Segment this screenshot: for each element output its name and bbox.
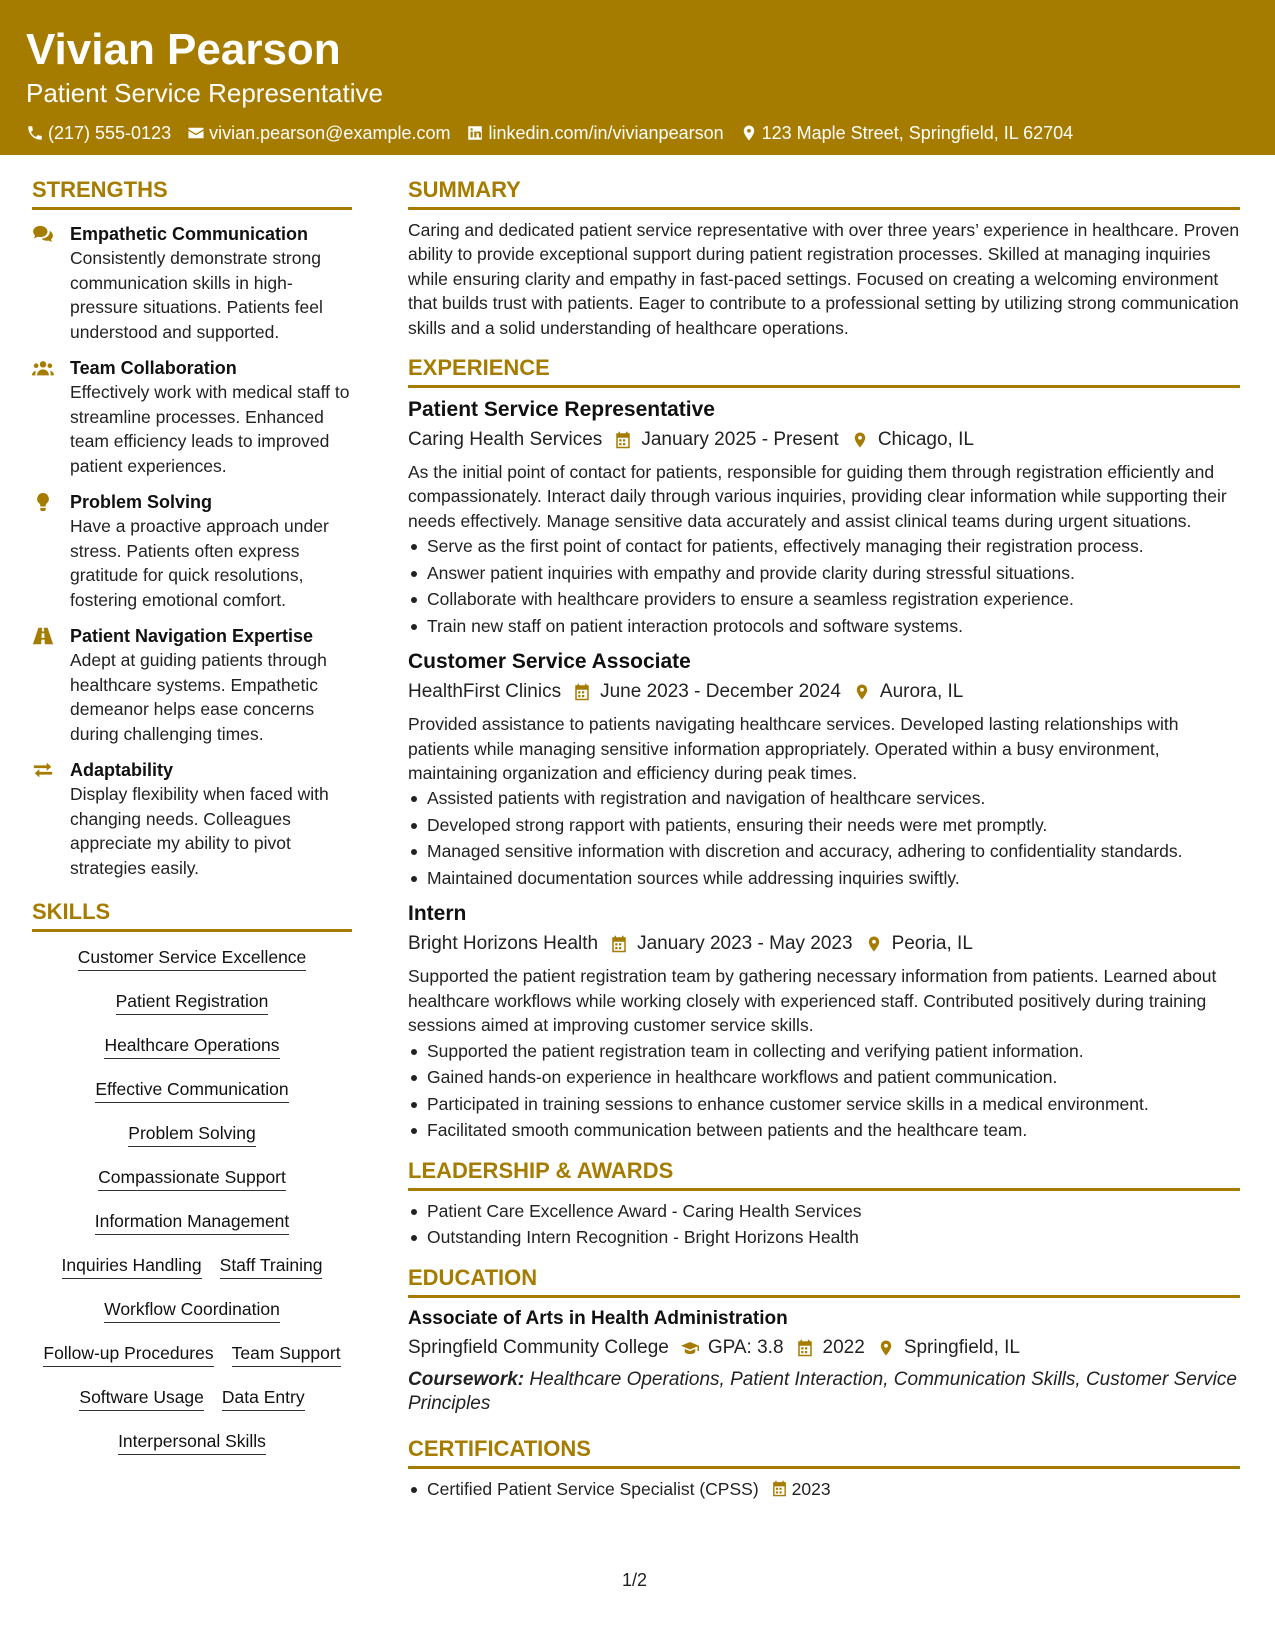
strength-title: Patient Navigation Expertise bbox=[70, 626, 314, 646]
contact-address bbox=[740, 122, 1074, 144]
strength-desc: Effectively work with medical staff to streamline processes. Enhanced team efficiency leads to improved patient experiences. bbox=[70, 382, 350, 476]
contact-bar bbox=[26, 122, 1249, 144]
summary-text: Caring and dedicated patient service representative with over three years’ experience in healthcare. Proven ability to provide exceptional support during patient registration processes. Skilled at managing inquiries while ensuring clarity and empathy in fast-paced settings. Focused on creating a welcoming environment that builds trust with patients. Eager to contribute to a professional setting by utilizing strong communication skills and a solid understanding of healthcare operations. bbox=[408, 220, 1240, 338]
skill-tag: Staff Training bbox=[220, 1254, 323, 1279]
strength-title: Team Collaboration bbox=[70, 358, 237, 378]
graduation-year: 2022 bbox=[822, 1336, 865, 1358]
job-bullets bbox=[408, 534, 1240, 638]
skill-tag: Workflow Coordination bbox=[104, 1298, 280, 1323]
job-meta bbox=[408, 426, 1240, 454]
strength-desc: Consistently demonstrate strong communication skills in high-pressure situations. Patients feel understood and supported. bbox=[70, 248, 323, 342]
skill-tag: Patient Registration bbox=[116, 990, 269, 1015]
job-entry bbox=[408, 396, 1240, 638]
job-meta bbox=[408, 678, 1240, 706]
degree-title: Associate of Arts in Health Administration bbox=[408, 1307, 788, 1329]
job-bullets bbox=[408, 1039, 1240, 1143]
list-item: Answer patient inquiries with empathy and provide clarity during stressful situations. bbox=[408, 561, 1240, 586]
skill-tag: Healthcare Operations bbox=[104, 1034, 279, 1059]
list-item: Collaborate with healthcare providers to ensure a seamless registration experience. bbox=[408, 587, 1240, 612]
strength-desc: Adept at guiding patients through healthcare systems. Empathetic demeanor helps ease concerns during challenging times. bbox=[70, 650, 327, 744]
certifications-heading: CERTIFICATIONS bbox=[408, 1435, 1240, 1469]
exchange-icon bbox=[32, 761, 54, 779]
strength-item bbox=[32, 758, 352, 880]
job-title: Intern bbox=[408, 902, 467, 926]
list-item bbox=[408, 1477, 1240, 1502]
job-company: Bright Horizons Health bbox=[408, 933, 599, 955]
strength-title: Problem Solving bbox=[70, 492, 213, 512]
skill-tag: Problem Solving bbox=[128, 1122, 255, 1147]
skill-tag: Software Usage bbox=[79, 1386, 204, 1411]
cert-year: 2023 bbox=[791, 1478, 831, 1499]
job-entry bbox=[408, 900, 1240, 1142]
calendar-icon bbox=[796, 1339, 814, 1357]
candidate-name: Vivian Pearson bbox=[26, 25, 341, 74]
resume-header bbox=[0, 0, 1275, 155]
list-item: Developed strong rapport with patients, ensuring their needs were met promptly. bbox=[408, 813, 1240, 838]
strength-title: Adaptability bbox=[70, 760, 174, 780]
job-description: As the initial point of contact for patients, responsible for guiding them through registration efficiently and compassionately. Interact daily through various inquiries, providing clear information while supporting their needs effectively. Manage sensitive data accurately and assist clinical teams during urgent situations. bbox=[408, 462, 1227, 531]
job-location: Chicago, IL bbox=[877, 429, 974, 451]
list-item: Facilitated smooth communication between patients and the healthcare team. bbox=[408, 1118, 1240, 1143]
job-dates: June 2023 - December 2024 bbox=[600, 681, 841, 703]
job-dates: January 2023 - May 2023 bbox=[637, 933, 853, 955]
address-text: 123 Maple Street, Springfield, IL 62704 bbox=[761, 123, 1074, 143]
contact-linkedin[interactable] bbox=[466, 122, 723, 144]
list-item: Outstanding Intern Recognition - Bright Horizons Health bbox=[408, 1225, 1240, 1250]
map-marker-icon bbox=[853, 683, 871, 701]
map-marker-icon bbox=[877, 1339, 895, 1357]
strengths-heading: STRENGTHS bbox=[32, 176, 352, 210]
coursework-label: Coursework: bbox=[408, 1368, 525, 1390]
cert-name: Certified Patient Service Specialist (CPSS) bbox=[427, 1478, 759, 1499]
skill-tag: Interpersonal Skills bbox=[118, 1430, 266, 1455]
coursework-text: Healthcare Operations, Patient Interaction, Communication Skills, Customer Service Principles bbox=[408, 1368, 1237, 1415]
summary-heading: SUMMARY bbox=[408, 176, 1240, 210]
map-marker-icon bbox=[851, 431, 869, 449]
skill-tag: Compassionate Support bbox=[98, 1166, 286, 1191]
skills-list bbox=[32, 940, 352, 1474]
strength-item bbox=[32, 222, 352, 344]
job-location: Peoria, IL bbox=[891, 933, 973, 955]
list-item: Participated in training sessions to enhance customer service skills in a medical environment. bbox=[408, 1092, 1240, 1117]
lightbulb-icon bbox=[32, 493, 54, 511]
gpa: GPA: 3.8 bbox=[707, 1336, 784, 1358]
list-item: Patient Care Excellence Award - Caring Health Services bbox=[408, 1199, 1240, 1224]
map-marker-icon bbox=[740, 124, 758, 142]
linkedin-text: linkedin.com/in/vivianpearson bbox=[488, 123, 724, 143]
strength-desc: Have a proactive approach under stress. Patients often express gratitude for quick resolutions, fostering emotional comfort. bbox=[70, 516, 329, 610]
skill-tag: Information Management bbox=[95, 1210, 290, 1235]
strength-title: Empathetic Communication bbox=[70, 224, 309, 244]
calendar-icon bbox=[610, 935, 628, 953]
skill-tag: Inquiries Handling bbox=[62, 1254, 202, 1279]
job-dates: January 2025 - Present bbox=[641, 429, 839, 451]
contact-email[interactable] bbox=[187, 122, 450, 144]
job-description: Supported the patient registration team by gathering necessary information from patients. Learned about healthcare workflows while working closely with experienced staff. Contributed positively during training sessions aimed at improving customer service skills. bbox=[408, 966, 1217, 1036]
job-title: Customer Service Associate bbox=[408, 650, 691, 674]
certifications-list bbox=[408, 1477, 1240, 1502]
comments-icon bbox=[32, 225, 54, 243]
strength-item bbox=[32, 356, 352, 478]
strength-item bbox=[32, 624, 352, 746]
education-heading: EDUCATION bbox=[408, 1264, 1240, 1298]
list-item: Maintained documentation sources while addressing inquiries swiftly. bbox=[408, 866, 1240, 891]
email-text: vivian.pearson@example.com bbox=[209, 123, 451, 143]
school-location: Springfield, IL bbox=[903, 1336, 1020, 1358]
skill-tag: Data Entry bbox=[222, 1386, 305, 1411]
calendar-icon bbox=[614, 431, 632, 449]
calendar-icon bbox=[771, 1480, 788, 1497]
strength-item bbox=[32, 490, 352, 612]
job-meta bbox=[408, 930, 1240, 958]
skill-tag: Follow-up Procedures bbox=[43, 1342, 213, 1367]
list-item: Managed sensitive information with discretion and accuracy, adhering to confidentiality standards. bbox=[408, 839, 1240, 864]
skill-tag: Team Support bbox=[232, 1342, 341, 1367]
phone-text: (217) 555-0123 bbox=[48, 123, 172, 143]
job-description: Provided assistance to patients navigating healthcare services. Developed lasting relationships with patients while managing sensitive information appropriately. Operated within a busy environment, maintaining organization and efficiency during peak times. bbox=[408, 714, 1179, 784]
strength-desc: Display flexibility when faced with changing needs. Colleagues appreciate my ability to pivot strategies easily. bbox=[70, 784, 329, 878]
job-title: Patient Service Representative bbox=[408, 398, 715, 422]
calendar-icon bbox=[573, 683, 591, 701]
job-bullets bbox=[408, 786, 1240, 890]
list-item: Gained hands-on experience in healthcare workflows and patient communication. bbox=[408, 1065, 1240, 1090]
right-column bbox=[408, 176, 1240, 1503]
users-icon bbox=[32, 359, 54, 377]
linkedin-icon bbox=[466, 124, 484, 142]
road-icon bbox=[32, 627, 54, 645]
map-marker-icon bbox=[865, 935, 883, 953]
skill-tag: Customer Service Excellence bbox=[78, 946, 307, 971]
candidate-title: Patient Service Representative bbox=[26, 78, 383, 108]
phone-icon bbox=[26, 124, 44, 142]
coursework bbox=[408, 1368, 1240, 1417]
skills-heading: SKILLS bbox=[32, 898, 352, 932]
list-item: Assisted patients with registration and navigation of healthcare services. bbox=[408, 786, 1240, 811]
graduation-cap-icon bbox=[681, 1339, 699, 1357]
envelope-icon bbox=[187, 124, 205, 142]
list-item: Supported the patient registration team in collecting and verifying patient information. bbox=[408, 1039, 1240, 1064]
job-company: Caring Health Services bbox=[408, 429, 603, 451]
job-company: HealthFirst Clinics bbox=[408, 681, 562, 703]
contact-phone[interactable] bbox=[26, 122, 171, 144]
experience-heading: EXPERIENCE bbox=[408, 354, 1240, 388]
education-meta bbox=[408, 1334, 1240, 1362]
list-item: Train new staff on patient interaction protocols and software systems. bbox=[408, 614, 1240, 639]
job-entry bbox=[408, 648, 1240, 890]
awards-heading: LEADERSHIP & AWARDS bbox=[408, 1157, 1240, 1191]
awards-list bbox=[408, 1199, 1240, 1250]
school-name: Springfield Community College bbox=[408, 1336, 669, 1358]
skill-tag: Effective Communication bbox=[95, 1078, 288, 1103]
left-column bbox=[32, 176, 352, 1474]
list-item: Serve as the first point of contact for patients, effectively managing their registration process. bbox=[408, 534, 1240, 559]
page-number: 1/2 bbox=[622, 1570, 648, 1590]
job-location: Aurora, IL bbox=[879, 681, 964, 703]
